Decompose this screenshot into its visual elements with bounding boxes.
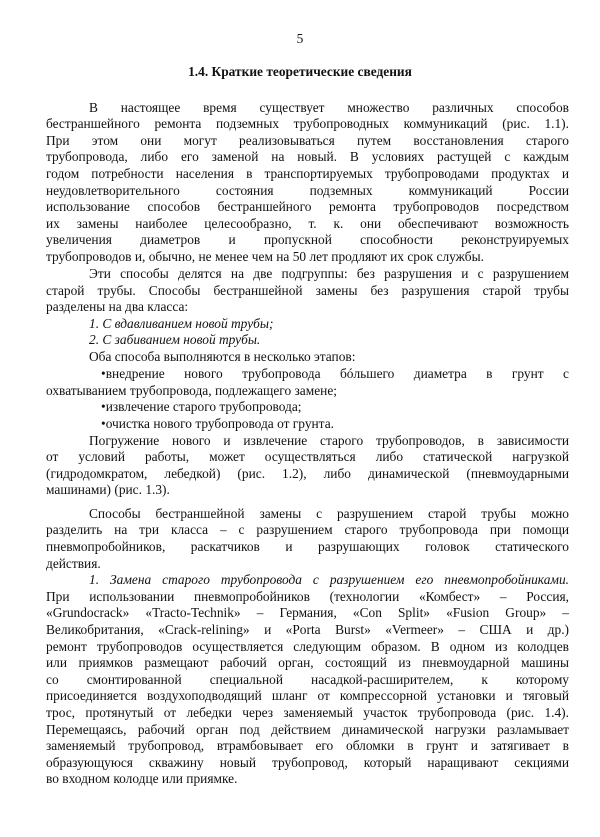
text-line: от условий работы, может осуществляться либо статической нагрузкой <box>46 449 569 464</box>
text-line: «Grundocrack» «Tracto-Technik» – Германия, «Con Split» «Fusion Group» – <box>46 605 569 620</box>
list-item: 2. С забиванием новой трубы. <box>89 332 261 347</box>
text-line: со смонтированной специальной насадкой-расширителем, к которому <box>46 672 569 687</box>
bullet-icon: • <box>101 416 106 431</box>
text-line: Великобритания, «Crack-relining» и «Porta Burst» «Vermeer» – США и др.) <box>46 622 569 637</box>
text-line: бестраншейного ремонта подземных трубопроводных коммуникаций (рис. 1.1). <box>46 116 569 131</box>
text-line: неудовлетворительного состояния подземных коммуникаций России <box>46 183 569 198</box>
text-line: Способы бестраншейной замены с разрушением старой трубы можно <box>89 506 569 521</box>
text-line: пневмопробойников, раскатчиков и разрушающих головок статического <box>46 539 569 554</box>
bullet-item: •извлечение старого трубопровода; <box>101 399 302 414</box>
text-line: во входном колодце или приямке. <box>46 771 238 786</box>
bullet-item: •очистка нового трубопровода от грунта. <box>101 416 334 431</box>
text-line: старой трубы. Способы бестраншейной замены без разрушения старой трубы <box>46 283 569 298</box>
bullet-icon: • <box>101 366 106 381</box>
text-line: охватыванием трубопровода, подлежащего замене; <box>46 383 337 398</box>
text-line: ремонт трубопроводов осуществляется следующим образом. В одном из колодцев <box>46 639 569 654</box>
text-line: Оба способа выполняются в несколько этапов: <box>89 349 356 364</box>
text-line: машинами) (рис. 1.3). <box>46 482 170 497</box>
text-line: В настоящее время существует множество различных способов <box>89 100 569 115</box>
text-line: разделены на два класса: <box>46 299 189 314</box>
text-line: При использовании пневмопробойников (технологии «Комбест» – Россия, <box>46 589 569 604</box>
text-line: При этом они могут реализовываться путем восстановления старого <box>46 133 569 148</box>
text-line: образующуюся скважину новый трубопровод, который наращивают секциями <box>46 755 569 770</box>
page-number: 5 <box>296 31 304 46</box>
list-item: 1. С вдавливанием новой трубы; <box>89 316 274 331</box>
text-line: увеличения диаметров и пропускной способности реконструируемых <box>46 232 569 247</box>
text-line: их замены наиболее целесообразно, т. к. они обеспечивают возможность <box>46 216 569 231</box>
section-heading: 1.4. Краткие теоретические сведения <box>188 64 412 79</box>
text-line: трубопроводов и, обычно, не менее чем на 50 лет продляют их срок службы. <box>46 249 484 264</box>
text-line: Перемещаясь, рабочий орган под действием динамической нагрузки разламывает <box>46 722 569 737</box>
text-line: или приямков размещают рабочий орган, состоящий из пневмоударной машины <box>46 655 569 670</box>
bullet-icon: • <box>101 399 106 414</box>
text-line: действия. <box>46 556 101 571</box>
bullet-item: •внедрение нового трубопровода бóльшего диаметра в грунт с <box>101 366 569 381</box>
text-line: заменяемый трубопровод, втрамбовывает его обломки в грунт и затягивает в <box>46 738 569 753</box>
text-line: Погружение нового и извлечение старого трубопроводов, в зависимости <box>89 433 569 448</box>
subsection-heading: 1. Замена старого трубопровода с разрушением его пневмопробойниками. <box>89 572 569 587</box>
text-line: трубопровода, либо его заменой на новый. В условиях растущей с каждым <box>46 149 569 164</box>
text-line: использование способов бестраншейного ремонта трубопроводов посредством <box>46 199 569 214</box>
text-line: разделить на три класса – с разрушением старого трубопровода при помощи <box>46 522 569 537</box>
text-line: трос, протянутый от лебедки через заменяемый участок трубопровода (рис. 1.4). <box>46 705 569 720</box>
text-line: присоединяется воздухоподводящий шланг от компрессорной установки и тяговый <box>46 688 569 703</box>
text-line: годом потребности населения в транспортируемых трубопроводами продуктах и <box>46 166 569 181</box>
text-line: (гидродомкратом, лебедкой) (рис. 1.2), либо динамической (пневмоударными <box>46 466 569 481</box>
text-line: Эти способы делятся на две подгруппы: без разрушения и с разрушением <box>89 266 569 281</box>
